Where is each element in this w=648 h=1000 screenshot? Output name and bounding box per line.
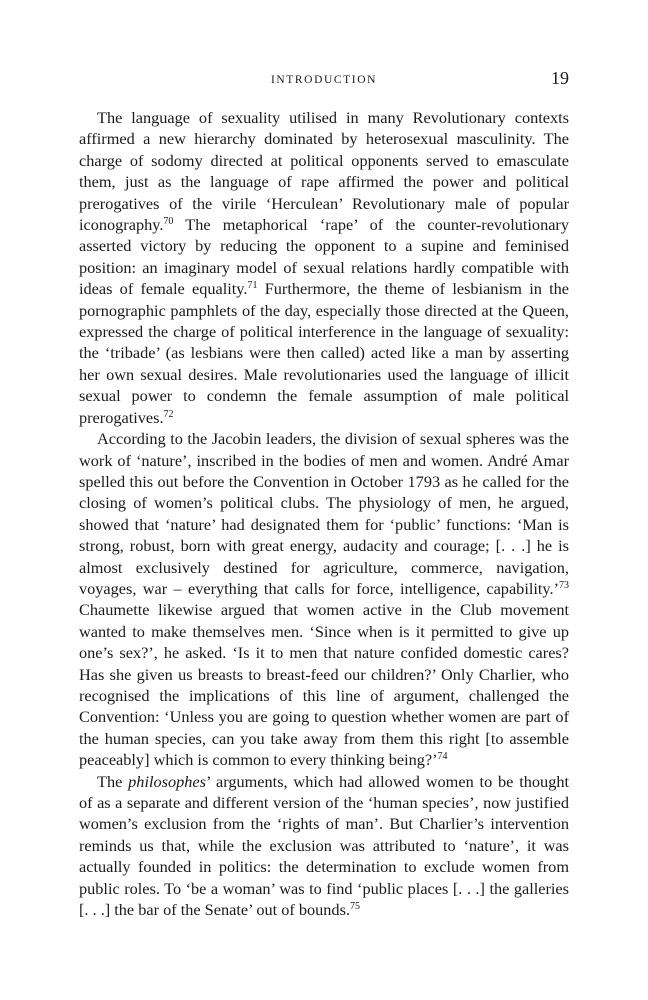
text-run: According to the Jacobin leaders, the division of sexual spheres was the work of ‘nature’, inscribed in the bodies of men and women. André Amar spelled this out before the Convention in October 1793 as he called for the closing of women’s political clubs. The physiology of men, he argued, showed that ‘nature’ had designated them for ‘public’ functions: ‘Man is strong, robust, born with great energy, audacity and courage; [. . .] he is almost exclusively destined for agriculture, commerce, navigation, voyages, war – everything that calls for force, intelligence, capability.’	[79, 429, 569, 598]
paragraph	[79, 771, 569, 921]
footnote-reference: 74	[437, 751, 448, 763]
text-run: The language of sexuality utilised in many Revolutionary contexts affirmed a new hierarchy dominated by heterosexual masculinity. The charge of sodomy directed at political opponents served to emasculate them, just as the language of rape affirmed the power and political prerogatives of the virile ‘Herculean’ Revolutionary male of popular iconography.	[79, 108, 569, 235]
running-head	[79, 66, 569, 96]
footnote-reference: 71	[247, 280, 258, 292]
running-title: INTRODUCTION	[270, 74, 378, 86]
text-run: Furthermore, the theme of lesbianism in the pornographic pamphlets of the day, especially those directed at the Queen, expressed the charge of political interference in the language of sexuality: the ‘tribade’ (as lesbians were then called) acted like a man by asserting her own sexual desires. Male revolutionaries used the language of illicit sexual power to condemn the female assumption of male political prerogatives.	[79, 279, 569, 427]
footnote-reference: 75	[349, 901, 360, 913]
text-run: The metaphorical ‘rape’ of the counter-revolutionary asserted victory by reducing the opponent to a supine and feminised position: an imaginary model of sexual relations hardly compatible with ideas of female equality.	[79, 215, 569, 299]
italic-term: philosophes	[128, 771, 206, 791]
page-number: 19	[551, 68, 569, 88]
paragraph	[79, 107, 569, 428]
body-text	[79, 107, 569, 920]
text-run: ’ arguments, which had allowed women to be thought of as a separate and different version of the ‘human species’, now justified women’s exclusion from the ‘rights of man’. But Charlier’s intervention reminds us that, while the exclusion was attributed to ‘nature’, it was actually founded in politics: the determination to exclude women from public roles. To ‘be a woman’ was to find ‘public places [. . .] the galleries [. . .] the bar of the Senate’ out of bounds.	[79, 771, 569, 920]
footnote-reference: 73	[559, 579, 569, 591]
text-run: Chaumette likewise argued that women active in the Club movement wanted to make themselves men. ‘Since when is it permitted to give up one’s sex?’, he asked. ‘Is it to men that nature confided domestic cares? Has she given us breasts to breast-feed our children?’ Only Charlier, who recognised the implications of this line of argument, challenged the Convention: ‘Unless you are going to question whether women are part of the human species, can you take away from them this right [to assemble peaceably] which is common to every thinking being?’	[79, 600, 569, 770]
footnote-reference: 72	[163, 408, 174, 420]
text-run: The	[97, 771, 129, 791]
paragraph	[79, 428, 569, 771]
footnote-reference: 70	[163, 216, 174, 228]
book-page	[79, 66, 569, 920]
